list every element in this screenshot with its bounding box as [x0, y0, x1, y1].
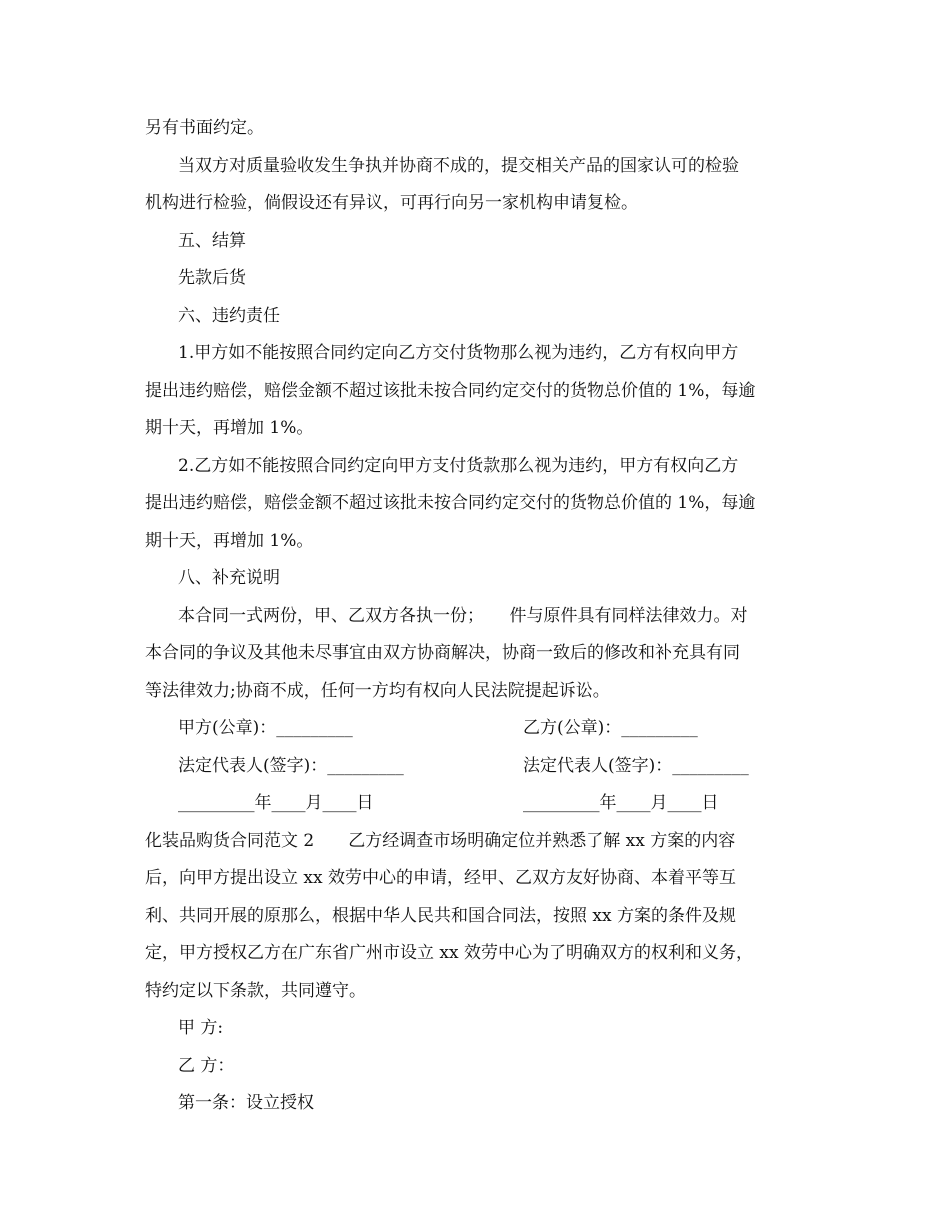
party-b-representative: 法定代表人(签字)：_________ — [523, 756, 749, 776]
settlement-text: 先款后货 — [178, 268, 246, 288]
party-a-representative: 法定代表人(签字)：_________ — [178, 756, 404, 776]
party-b-label: 乙 方： — [178, 1056, 235, 1076]
liability-item-2: 提出违约赔偿，赔偿金额不超过该批未按合同约定交付的货物总价值的 1%，每逾 — [145, 493, 756, 513]
second-contract-paragraph: 后，向甲方提出设立 xx 效劳中心的申请，经甲、乙双方友好协商、本着平等互 — [145, 868, 736, 888]
second-contract-paragraph: 定，甲方授权乙方在广东省广州市设立 xx 效劳中心为了明确双方的权利和义务， — [145, 943, 753, 963]
second-contract-paragraph: 化装品购货合同范文 2 乙方经调查市场明确定位并熟悉了解 xx 方案的内容 — [145, 831, 736, 851]
paragraph-line: 机构进行检验，倘假设还有异议，可再行向另一家机构申请复检。 — [145, 193, 638, 213]
section-heading-supplement: 八、补充说明 — [178, 568, 280, 588]
second-contract-paragraph: 特约定以下条款，共同遵守。 — [145, 981, 366, 1001]
liability-item-2: 期十天，再增加 1%。 — [145, 531, 314, 551]
liability-item-1: 1.甲方如不能按照合同约定向乙方交付货物那么视为违约，乙方有权向甲方 — [178, 343, 739, 363]
supplement-paragraph: 本合同的争议及其他未尽事宜由双方协商解决，协商一致后的修改和补充具有同 — [145, 643, 740, 663]
liability-item-2: 2.乙方如不能按照合同约定向甲方支付货款那么视为违约，甲方有权向乙方 — [178, 456, 739, 476]
party-b-seal: 乙方(公章)：_________ — [523, 718, 698, 738]
supplement-paragraph: 本合同一式两份，甲、乙双方各执一份； 件与原件具有同样法律效力。对 — [178, 606, 748, 626]
liability-item-1: 期十天，再增加 1%。 — [145, 418, 314, 438]
party-b-date: _________年____月____日 — [523, 793, 719, 813]
party-a-date: _________年____月____日 — [178, 793, 374, 813]
paragraph-line: 另有书面约定。 — [145, 118, 264, 138]
section-heading-settlement: 五、结算 — [178, 231, 246, 251]
liability-item-1: 提出违约赔偿，赔偿金额不超过该批未按合同约定交付的货物总价值的 1%，每逾 — [145, 381, 756, 401]
section-heading-liability: 六、违约责任 — [178, 306, 280, 326]
supplement-paragraph: 等法律效力;协商不成，任何一方均有权向人民法院提起诉讼。 — [145, 681, 610, 701]
paragraph-line: 当双方对质量验收发生争执并协商不成的，提交相关产品的国家认可的检验 — [178, 156, 739, 176]
party-a-seal: 甲方(公章)：_________ — [178, 718, 353, 738]
second-contract-paragraph: 利、共同开展的原那么，根据中华人民共和国合同法，按照 xx 方案的条件及规 — [145, 906, 736, 926]
article-1-heading: 第一条：设立授权 — [178, 1093, 314, 1113]
party-a-label: 甲 方: — [178, 1018, 224, 1038]
